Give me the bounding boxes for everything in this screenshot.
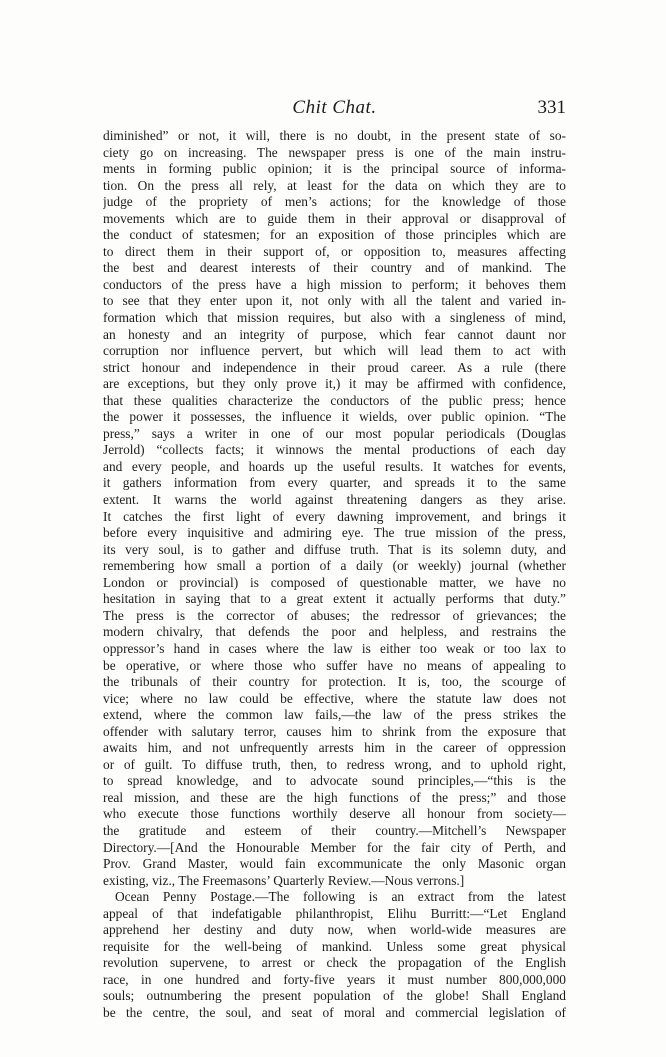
text-line: requisite for the well-being of mankind. Unless some great physical [103,938,566,954]
text-line: awaits him, and not unfrequently arrests him in the career of oppression [103,740,566,756]
text-line: ments in forming public opinion; it is the principal source of informa- [103,161,566,177]
text-line: The press is the corrector of abuses; the redressor of grievances; the [103,607,566,623]
text-line: the gratitude and esteem of their country.—Mitchell’s Newspaper [103,822,566,838]
text-line: that these qualities characterize the conductors of the public press; hence [103,392,566,408]
text-line: before every inquisitive and admiring eye. The true mission of the press, [103,525,566,541]
text-line: an honesty and an integrity of purpose, which fear cannot daunt nor [103,326,566,342]
text-line: offender with salutary terror, causes him to shrink from the exposure that [103,723,566,739]
text-line: who execute those functions worthily deserve all honour from society— [103,806,566,822]
text-line: hesitation in saying that to a great extent it actually performs that duty.” [103,591,566,607]
text-line: to spread knowledge, and to advocate sound principles,—“this is the [103,773,566,789]
text-line: press,” says a writer in one of our most popular periodicals (Douglas [103,425,566,441]
text-line: formation which that mission requires, but also with a singleness of mind, [103,310,566,326]
text-line: the tribunals of their country for protection. It is, too, the scourge of [103,674,566,690]
text-line: Directory.—[And the Honourable Member for the fair city of Perth, and [103,839,566,855]
text-line: extent. It warns the world against threatening dangers as they arise. [103,492,566,508]
text-line: be the centre, the soul, and seat of moral and commercial legislation of [103,1004,566,1020]
page-number: 331 [537,97,566,118]
text-line: extend, where the common law fails,—the law of the press strikes the [103,707,566,723]
text-line: appeal of that indefatigable philanthropist, Elihu Burritt:—“Let England [103,905,566,921]
text-line: revolution supervene, to arrest or check the propagation of the English [103,955,566,971]
running-title: Chit Chat. [292,97,377,118]
text-line: the conduct of statesmen; for an exposition of those principles which are [103,227,566,243]
body-text [103,128,566,1022]
text-line: tion. On the press all rely, at least for the data on which they are to [103,177,566,193]
text-line: diminished” or not, it will, there is no doubt, in the present state of so- [103,128,566,143]
text-line: Prov. Grand Master, would fain excommunicate the only Masonic organ [103,856,566,872]
text-line: judge of the propriety of men’s actions; for the knowledge of those [103,194,566,210]
page-header [103,97,566,123]
text-line: to see that they enter upon it, not only with all the talent and varied in- [103,293,566,309]
text-line: are exceptions, but they only prove it,) it may be affirmed with confidence, [103,376,566,392]
text-line: corruption nor influence pervert, but which will lead them to act with [103,343,566,359]
text-line: remembering how small a portion of a daily (or weekly) journal (whether [103,558,566,574]
text-line: to direct them in their support of, or opposition to, measures affecting [103,243,566,259]
text-line: it gathers information from every quarter, and spreads it to the same [103,475,566,491]
paragraph-start-line: Ocean Penny Postage.—The following is an extract from the latest [115,889,566,905]
text-line: real mission, and these are the high functions of the press;” and those [103,789,566,805]
text-line: London or provincial) is composed of questionable matter, we have no [103,574,566,590]
text-line: souls; outnumbering the present population of the globe! Shall England [103,988,566,1004]
text-line: the power it possesses, the influence it wields, over public opinion. “The [103,409,566,425]
text-line: strict honour and independence in their proud career. As a rule (there [103,359,566,375]
text-line: and every people, and hoards up the useful results. It watches for events, [103,458,566,474]
text-line: existing, viz., The Freemasons’ Quarterly Review.—Nous verrons.] [103,872,465,888]
text-line: the best and dearest interests of their country and of mankind. The [103,260,566,276]
text-line: Jerrold) “collects facts; it winnows the mental productions of each day [103,442,566,458]
text-line: race, in one hundred and forty-five years it must number 800,000,000 [103,971,566,987]
text-line: its very soul, is to gather and diffuse truth. That is its solemn duty, and [103,541,566,557]
text-line: conductors of the press have a high mission to perform; it behoves them [103,276,566,292]
text-line: It catches the first light of every dawning improvement, and brings it [103,508,566,524]
text-line: ciety go on increasing. The newspaper press is one of the main instru- [103,144,566,160]
text-line: movements which are to guide them in their approval or disapproval of [103,210,566,226]
text-line: or of guilt. To diffuse truth, then, to redress wrong, and to uphold right, [103,756,566,772]
text-line: oppressor’s hand in cases where the law is either too weak or too lax to [103,640,566,656]
text-line: be operative, or where those who suffer have no means of appealing to [103,657,566,673]
text-line: apprehend her destiny and duty now, when world-wide measures are [103,922,566,938]
text-line: vice; where no law could be effective, where the statute law does not [103,690,566,706]
text-line: modern chivalry, that defends the poor and helpless, and restrains the [103,624,566,640]
